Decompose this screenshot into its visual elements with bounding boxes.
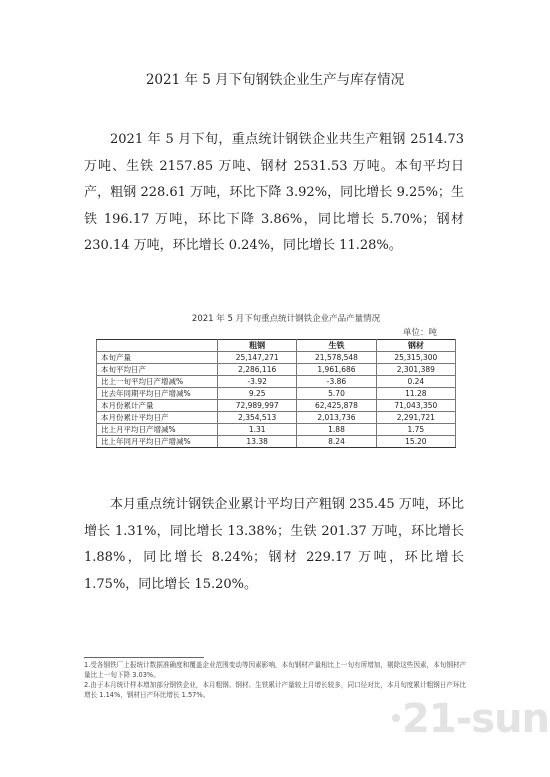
cell-crude-steel: 13.38: [218, 436, 297, 448]
cell-steel-products: 0.24: [376, 376, 455, 388]
cell-crude-steel: 9.25: [218, 388, 297, 400]
cell-crude-steel: 72,989,997: [218, 400, 297, 412]
cell-pig-iron: 1.88: [297, 424, 376, 436]
row-label: 本月份累计平均日产: [97, 412, 218, 424]
row-label: 本旬平均日产: [97, 364, 218, 376]
row-label: 本旬产量: [97, 352, 218, 364]
table-row: [97, 436, 456, 448]
table-unit: 单位：吨: [402, 328, 437, 338]
header-steel-products: 钢材: [376, 340, 455, 352]
document-title: 2021 年 5 月下旬钢铁企业生产与库存情况: [145, 72, 405, 88]
row-label: 比上月平均日产增减%: [97, 424, 218, 436]
cell-crude-steel: -3.92: [218, 376, 297, 388]
cell-steel-products: 1.75: [376, 424, 455, 436]
cell-steel-products: 11.28: [376, 388, 455, 400]
footnotes: [84, 660, 469, 700]
table-header-row: [97, 340, 456, 352]
table-row: [97, 352, 456, 364]
cell-crude-steel: 2,286,116: [218, 364, 297, 376]
row-label: 比上一旬平均日产增减%: [97, 376, 218, 388]
watermark-text: 21-sun: [402, 696, 550, 742]
cell-steel-products: 25,315,300: [376, 352, 455, 364]
header-crude-steel: 粗钢: [218, 340, 297, 352]
cell-crude-steel: 2,354,513: [218, 412, 297, 424]
cell-pig-iron: 1,961,686: [297, 364, 376, 376]
table-row: [97, 424, 456, 436]
table-title: 2021 年 5 月下旬重点统计钢铁企业产品产量情况: [191, 314, 381, 324]
table-row: [97, 412, 456, 424]
cell-pig-iron: 5.70: [297, 388, 376, 400]
cell-steel-products: 2,291,721: [376, 412, 455, 424]
cell-pig-iron: 62,425,878: [297, 400, 376, 412]
header-pig-iron: 生铁: [297, 340, 376, 352]
cell-crude-steel: 1.31: [218, 424, 297, 436]
table-row: [97, 388, 456, 400]
cell-steel-products: 2,301,389: [376, 364, 455, 376]
cell-pig-iron: 8.24: [297, 436, 376, 448]
cell-pig-iron: 2,013,736: [297, 412, 376, 424]
cell-pig-iron: -3.86: [297, 376, 376, 388]
site-watermark-logo: [392, 696, 549, 742]
row-label: 比去年同期平均日产增减%: [97, 388, 218, 400]
footnote-2: 2.由于本月统计样本增加部分钢铁企业，本月粗钢、钢材、生铁累计产量较上月增长较多，同口径对比，本月旬度累计粗钢日产环比增长 1.14%，钢材日产环比增长 1.57%。: [84, 681, 467, 699]
footnote-1: 1.受各钢铁厂上报统计数据准确度和覆盖企业范围变动等因素影响，本旬钢材产量相比上一旬有所增加，剔除这些因素，本旬钢材产量比上一旬下降 3.03%。: [84, 661, 467, 679]
monthly-summary-paragraph: 本月重点统计钢铁企业累计平均日产粗钢 235.45 万吨，环比增长 1.31%，同比增长 13.38%；生铁 201.37 万吨，环比增长 1.88%，同比增长 8.24%；钢材 229.17 万吨，环比增长 1.75%，同比增长 15.20%。: [84, 497, 464, 592]
cell-pig-iron: 21,578,548: [297, 352, 376, 364]
row-label: 本月份累计产量: [97, 400, 218, 412]
summary-paragraph: 2021 年 5 月下旬，重点统计钢铁企业共生产粗钢 2514.73 万吨、生铁 2157.85 万吨、钢材 2531.53 万吨。本旬平均日产，粗钢 228.61 万吨，环比下降 3.92%，同比增长 9.25%；生铁 196.17 万吨，环比下降 3.86%，同比增长 5.70%；钢材 230.14 万吨，环比增长 0.24%，同比增长 11.28%。: [84, 132, 464, 253]
table-row: [97, 364, 456, 376]
table-row: [97, 400, 456, 412]
cell-steel-products: 15.20: [376, 436, 455, 448]
header-blank: [97, 340, 218, 352]
footnote-divider: [84, 657, 204, 658]
table-row: [97, 376, 456, 388]
production-table: [96, 339, 456, 448]
watermark-dot-icon: [392, 714, 400, 722]
cell-steel-products: 71,043,350: [376, 400, 455, 412]
cell-crude-steel: 25,147,271: [218, 352, 297, 364]
row-label: 比上年同月平均日产增减%: [97, 436, 218, 448]
